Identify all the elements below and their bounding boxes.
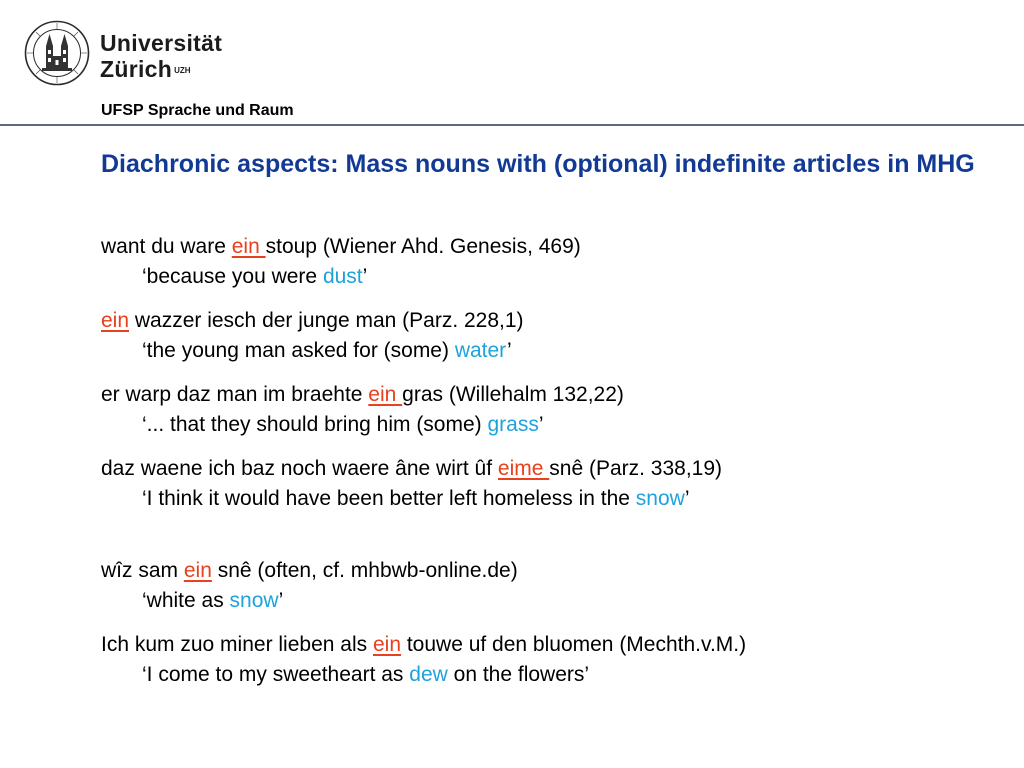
university-name-line2	[100, 56, 222, 82]
source-text: daz waene ich baz noch waere âne wirt ûf	[101, 457, 498, 480]
translation-text: ‘because you were	[142, 265, 323, 288]
source-text: snê (often, cf. mhbwb-online.de)	[211, 559, 518, 582]
source-text: wîz sam	[101, 559, 184, 582]
example-translation	[101, 484, 1001, 514]
article-highlight: ein	[372, 633, 401, 656]
translation-text: ‘I come to my sweetheart as	[142, 663, 410, 686]
example-item	[101, 306, 1001, 366]
slide-title: Diachronic aspects: Mass nouns with (optional) indefinite articles in MHG	[101, 150, 975, 178]
noun-highlight: dust	[322, 265, 363, 288]
source-text: want du ware	[101, 235, 232, 258]
university-seal-icon	[24, 20, 90, 86]
article-highlight: ein	[101, 309, 130, 332]
noun-highlight: grass	[487, 413, 539, 436]
example-item	[101, 380, 1001, 440]
example-translation	[101, 586, 1001, 616]
university-name-line1: Universität	[100, 30, 223, 56]
translation-text: ’	[362, 265, 368, 288]
source-text: gras (Willehalm 132,22)	[402, 383, 624, 406]
noun-highlight: dew	[409, 663, 448, 686]
example-translation	[101, 410, 1001, 440]
translation-text: on the flowers’	[447, 663, 590, 686]
example-translation	[101, 262, 1001, 292]
source-text: wazzer iesch der junge man (Parz. 228,1)	[129, 309, 524, 332]
noun-highlight: snow	[229, 589, 279, 612]
example-item	[101, 556, 1001, 616]
translation-text: ‘the young man asked for (some)	[142, 339, 455, 362]
article-highlight: ein	[368, 383, 403, 406]
example-source	[101, 232, 1001, 262]
example-source	[101, 454, 1001, 484]
noun-highlight: water	[454, 339, 507, 362]
article-highlight: ein	[183, 559, 212, 582]
example-item	[101, 454, 1001, 514]
university-name-city: Zürich	[100, 56, 173, 82]
source-text: er warp daz man im braehte	[101, 383, 369, 406]
header-divider	[0, 124, 1024, 126]
example-translation	[101, 660, 1001, 690]
example-source	[101, 630, 1001, 660]
translation-text: ‘... that they should bring him (some)	[142, 413, 488, 436]
source-text: Ich kum zuo miner lieben als	[101, 633, 373, 656]
article-highlight: ein	[231, 235, 266, 258]
university-abbreviation: UZH	[174, 66, 191, 75]
noun-highlight: snow	[635, 487, 685, 510]
example-item	[101, 232, 1001, 292]
example-source	[101, 380, 1001, 410]
source-text: touwe uf den bluomen (Mechth.v.M.)	[401, 633, 747, 656]
example-source	[101, 556, 1001, 586]
source-text: snê (Parz. 338,19)	[549, 457, 723, 480]
translation-text: ’	[538, 413, 544, 436]
example-translation	[101, 336, 1001, 366]
article-highlight: eime	[497, 457, 550, 480]
translation-text: ’	[506, 339, 512, 362]
translation-text: ‘I think it would have been better left homeless in the	[142, 487, 636, 510]
university-name	[100, 30, 222, 82]
example-source	[101, 306, 1001, 336]
example-item	[101, 630, 1001, 690]
source-text: stoup (Wiener Ahd. Genesis, 469)	[265, 235, 581, 258]
translation-text: ’	[278, 589, 284, 612]
example-list	[101, 232, 1001, 690]
department-label: UFSP Sprache und Raum	[101, 102, 294, 119]
translation-text: ’	[684, 487, 690, 510]
translation-text: ‘white as	[142, 589, 230, 612]
